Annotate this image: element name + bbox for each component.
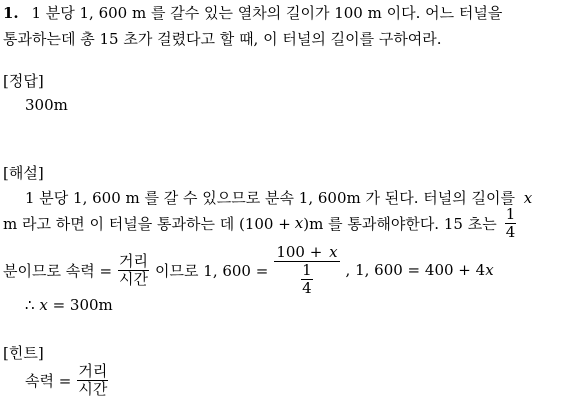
conclusion-var-x: x [39, 296, 48, 314]
fraction-denominator: 시간 [119, 269, 149, 288]
explanation-line-3 [3, 240, 494, 300]
fraction-numerator: 1 [302, 260, 312, 279]
fraction-compound [274, 244, 339, 297]
explanation-text-2b: )m 를 통과해야한다. 15 초는 [303, 214, 497, 233]
compound-denominator [274, 262, 339, 297]
problem-line-2 [3, 28, 442, 49]
fraction-numerator: 거리 [78, 361, 108, 380]
fraction-one-quarter-nested [300, 262, 314, 297]
hint-heading: [힌트] [3, 344, 44, 362]
hint-label: 속력 = [25, 371, 72, 390]
fraction-denominator: 4 [302, 278, 312, 297]
explanation-line-2 [3, 203, 516, 243]
problem-number: 1. [3, 4, 19, 22]
explanation-text-2a: m 라고 하면 이 터널을 통과하는 데 (100 + [3, 214, 291, 233]
compound-numerator-var: x [329, 242, 338, 261]
answer-value: 300m [25, 96, 68, 114]
fraction-numerator: 거리 [119, 251, 149, 270]
problem-line-1 [3, 2, 502, 23]
compound-numerator-text: 100 + [276, 242, 323, 261]
explanation-text-3a: 분이므로 속력 = [3, 261, 113, 280]
explanation-conclusion [25, 296, 113, 314]
fraction-one-quarter [505, 206, 517, 241]
fraction-denominator: 4 [505, 222, 516, 241]
explanation-var-x-3: x [485, 261, 494, 279]
conclusion-text: = 300m [52, 296, 113, 314]
hint-line [25, 360, 108, 400]
explanation-text-3b: 이므로 1, 600 = [155, 261, 269, 280]
compound-numerator [274, 244, 339, 262]
problem-text-2: 통과하는데 총 15 초가 걸렸다고 할 때, 이 터널의 길이를 구하여라. [3, 30, 442, 48]
fraction-numerator: 1 [505, 204, 516, 223]
answer-heading: [정답] [3, 72, 44, 90]
fraction-denominator: 시간 [78, 379, 108, 398]
fraction-distance-time [118, 253, 149, 288]
therefore-symbol: ∴ [25, 296, 35, 314]
hint-fraction-distance-time [77, 363, 108, 398]
explanation-var-x-1: x [523, 189, 533, 207]
explanation-text-3c: , 1, 600 = 400 + 4 [345, 261, 486, 279]
explanation-var-x-2: x [294, 214, 304, 232]
explanation-text-1: 1 분당 1, 600 m 를 갈 수 있으므로 분속 1, 600m 가 된다. 터널의 길이를 [25, 189, 515, 207]
problem-text-1: 1 분당 1, 600 m 를 갈수 있는 열차의 길이가 100 m 이다. 어느 터널을 [31, 4, 503, 22]
explanation-heading: [해설] [3, 164, 44, 182]
